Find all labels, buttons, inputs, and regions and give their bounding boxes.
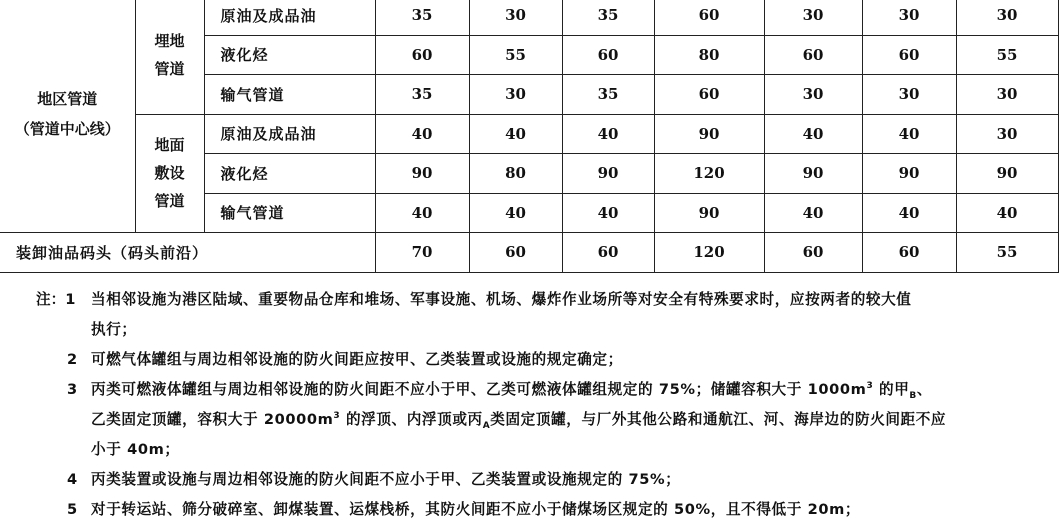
note-number: 2: [67, 351, 78, 368]
table-cell: 40: [562, 114, 654, 154]
table-cell: 90: [562, 154, 654, 194]
table-cell: 30: [764, 0, 862, 35]
table-cell: 60: [562, 35, 654, 75]
table-cell: 35: [562, 0, 654, 35]
note-number: [36, 285, 91, 315]
note-text-part: 的甲: [873, 381, 910, 398]
dock-label: 装卸油品码头（码头前沿）: [0, 233, 375, 273]
note-item-continuation: [36, 435, 1058, 465]
table-cell: 80: [654, 35, 764, 75]
note-text: [91, 375, 1058, 405]
note-text-part: 、: [916, 381, 933, 398]
medium-label: 液化烃: [204, 35, 375, 75]
note-number-value: 1: [65, 291, 76, 308]
note-number: 3: [67, 381, 78, 398]
table-cell: 60: [654, 75, 764, 115]
subscript: B: [909, 390, 917, 401]
note-item: [36, 465, 1058, 495]
table-cell: 40: [562, 193, 654, 233]
table-cell: 90: [764, 154, 862, 194]
note-item-continuation: [36, 315, 1058, 345]
medium-label: 原油及成品油: [204, 114, 375, 154]
note-item-continuation: [36, 405, 1058, 435]
note-text: 小于 40m；: [91, 441, 180, 458]
medium-label: 液化烃: [204, 154, 375, 194]
note-number: 5: [67, 501, 78, 518]
table-cell: 40: [764, 193, 862, 233]
note-text: 当相邻设施为港区陆域、重要物品仓库和堆场、军事设施、机场、爆炸作业场所等对安全有特殊要求时，应按两者的较大值: [91, 291, 912, 308]
medium-label: 输气管道: [204, 75, 375, 115]
table-cell: 90: [654, 114, 764, 154]
table-cell: 60: [375, 35, 469, 75]
table-cell: 60: [764, 35, 862, 75]
note-text-part: 类固定顶罐，与厂外其他公路和通航江、河、海岸边的防火间距不应: [490, 411, 947, 428]
table-cell: 40: [375, 114, 469, 154]
table-cell: 35: [562, 75, 654, 115]
table-cell: 35: [375, 0, 469, 35]
note-number: 4: [67, 471, 78, 488]
table-cell: 30: [956, 0, 1058, 35]
table-cell: 60: [764, 233, 862, 273]
table-cell: 40: [375, 193, 469, 233]
table-cell: 30: [764, 75, 862, 115]
table-cell: 40: [862, 114, 956, 154]
buried-label-line: 埋地: [154, 31, 185, 50]
note-text-part: 丙类可燃液体罐组与周边相邻设施的防火间距不应小于甲、乙类可燃液体罐组规定的 75%；储罐容积大于 1000m: [91, 381, 867, 398]
table-row: [0, 114, 1058, 154]
table-cell: 30: [862, 75, 956, 115]
surface-pipe-cell: [135, 114, 204, 233]
buried-label-line: 管道: [154, 59, 185, 78]
table-cell: 90: [956, 154, 1058, 194]
table-cell: 90: [654, 193, 764, 233]
table-notes: [36, 285, 1058, 525]
note-text-part: 乙类固定顶罐，容积大于 20000m: [91, 411, 334, 428]
region-cell: [0, 0, 135, 233]
table-row: [0, 0, 1058, 35]
table-cell: 90: [375, 154, 469, 194]
note-text-part: 的浮顶、内浮顶或丙: [340, 411, 483, 428]
note-text: 可燃气体罐组与周边相邻设施的防火间距应按甲、乙类装置或设施的规定确定；: [91, 351, 623, 368]
note-text: [91, 405, 1058, 435]
table-cell: 120: [654, 154, 764, 194]
table-cell: 30: [862, 0, 956, 35]
note-indent: [36, 435, 91, 465]
notes-prefix: 注：: [36, 291, 66, 308]
surface-label-line: 地面: [154, 136, 185, 155]
note-item: [36, 495, 1058, 525]
table-cell: 40: [956, 193, 1058, 233]
note-text: 丙类装置或设施与周边相邻设施的防火间距不应小于甲、乙类装置或设施规定的 75%；: [91, 471, 681, 488]
surface-label-line: 管道: [154, 192, 185, 211]
superscript: 3: [866, 381, 874, 392]
table-cell: 80: [469, 154, 562, 194]
region-sublabel: （管道中心线）: [14, 120, 120, 138]
region-label: 地区管道: [37, 90, 98, 108]
table-cell: 120: [654, 233, 764, 273]
note-text: 对于转运站、筛分破碎室、卸煤装置、运煤栈桥，其防火间距不应小于储煤场区规定的 50%，且不得低于 20m；: [91, 501, 861, 518]
medium-label: 原油及成品油: [204, 0, 375, 35]
table-cell: 55: [956, 35, 1058, 75]
table-cell: 55: [469, 35, 562, 75]
table-row: [0, 233, 1058, 273]
table-cell: 40: [469, 193, 562, 233]
table-cell: 60: [654, 0, 764, 35]
buried-pipe-cell: [135, 0, 204, 114]
table-cell: 40: [469, 114, 562, 154]
table-cell: 60: [469, 233, 562, 273]
note-item: [36, 285, 1058, 315]
medium-label: 输气管道: [204, 193, 375, 233]
table-cell: 60: [862, 233, 956, 273]
note-item: [36, 375, 1058, 405]
surface-label-line: 敷设: [154, 164, 185, 183]
table-cell: 40: [862, 193, 956, 233]
table-cell: 30: [956, 75, 1058, 115]
table-cell: 90: [862, 154, 956, 194]
table-cell: 30: [956, 114, 1058, 154]
table-cell: 70: [375, 233, 469, 273]
table-cell: 30: [469, 0, 562, 35]
table-cell: 40: [764, 114, 862, 154]
subscript: A: [482, 420, 491, 431]
table-cell: 55: [956, 233, 1058, 273]
note-indent: [36, 405, 91, 435]
superscript: 3: [333, 411, 341, 422]
table-cell: 60: [562, 233, 654, 273]
table-cell: 30: [469, 75, 562, 115]
note-text: 执行；: [91, 321, 137, 338]
table-cell: 35: [375, 75, 469, 115]
note-item: [36, 345, 1058, 375]
note-indent: [36, 315, 91, 345]
table-cell: 60: [862, 35, 956, 75]
